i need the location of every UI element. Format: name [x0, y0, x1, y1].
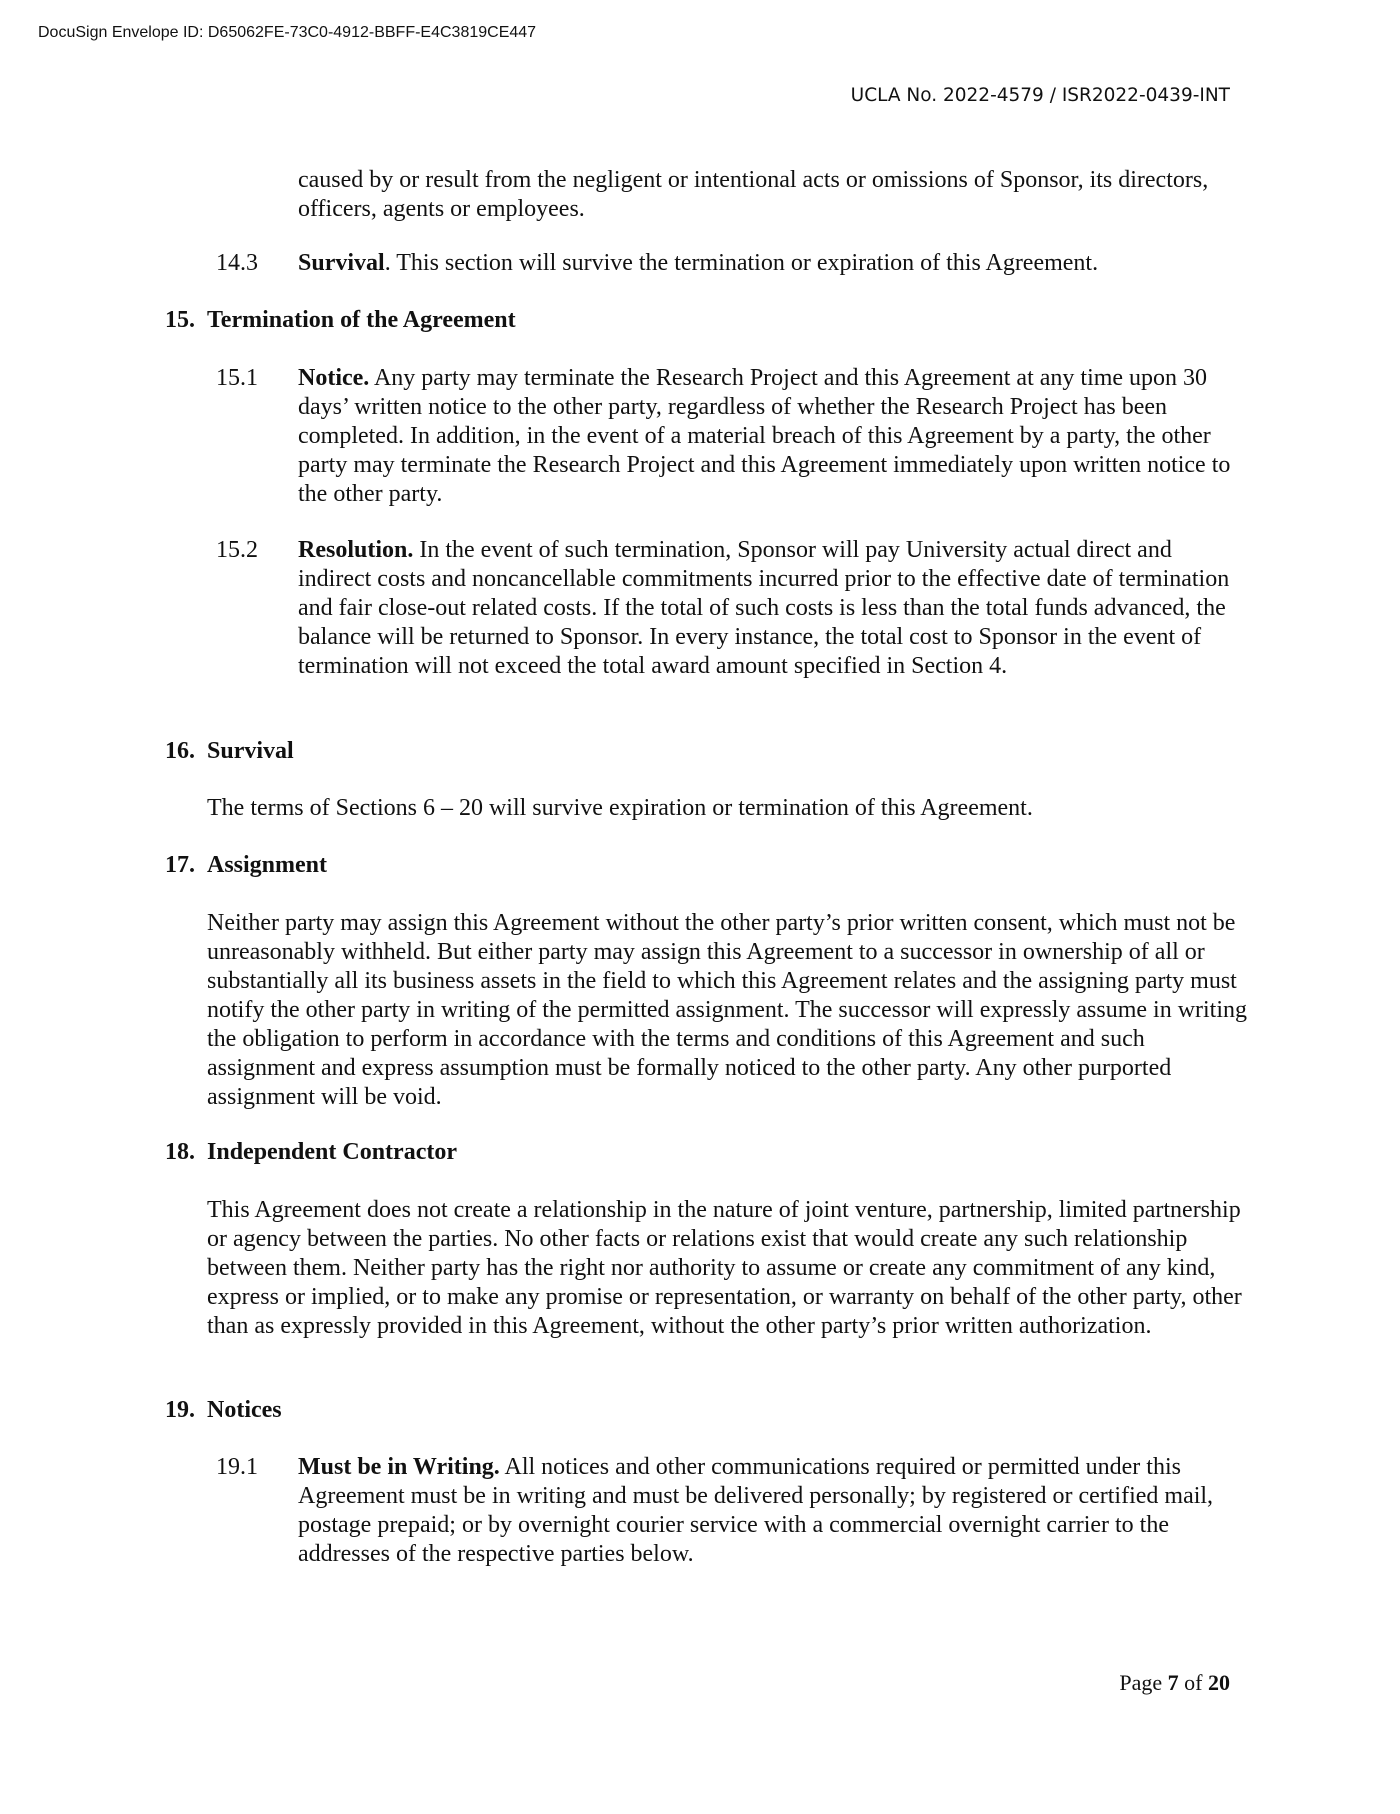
section-16-heading: 16. Survival: [165, 738, 294, 764]
section-17-text: Neither party may assign this Agreement without the other party’s prior written consent, which must not be unreasonably withheld. But either party may assign this Agreement to a successor in ownership of all or substantially all its business assets in the field to which this Agreement relates and the assigning party must notify the other party in writing of the permitted assignment. The successor will expressly assume in writing the obligation to perform in accordance with the terms and conditions of this Agreement and such assignment and express assumption must be formally noticed to the other party. Any other purported assignment will be void.: [207, 910, 1248, 1110]
current-page-number: 7: [1167, 1670, 1179, 1695]
section-17-heading: 17. Assignment: [165, 852, 328, 878]
total-page-count: 20: [1208, 1670, 1230, 1695]
section-title: Independent Contractor: [207, 1139, 457, 1165]
section-text: In the event of such termination, Sponsor will pay University actual direct and indirect costs and noncancellable commitments incurred prior to the effective date of termination and fair close-out related costs. If the total of such costs is less than the total funds advanced, the balance will be returned to Sponsor. In every instance, the total cost to Sponsor in the event of termination will not exceed the total award amount specified in Section 4.: [298, 537, 1230, 679]
section-text: . This section will survive the termination or expiration of this Agreement.: [384, 250, 1099, 276]
section-18-text: This Agreement does not create a relationship in the nature of joint venture, partnership, limited partnership or agency between the parties. No other facts or relations exist that would create any such relationship between them. Neither party has the right nor authority to assume or create any commitment of any kind, express or implied, or to make any promise or representation, or warranty on behalf of the other party, other than as expressly provided in this Agreement, without the other party’s prior written authorization.: [207, 1197, 1242, 1339]
continuation-paragraph: caused by or result from the negligent or intentional acts or omissions of Sponsor, its directors, officers, agents or employees.: [298, 167, 1209, 222]
docusign-envelope-id: DocuSign Envelope ID: D65062FE-73C0-4912-BBFF-E4C3819CE447: [38, 24, 537, 41]
section-title: Resolution.: [298, 537, 414, 563]
reference-number: UCLA No. 2022-4579 / ISR2022-0439-INT: [850, 85, 1230, 106]
section-text: All notices and other communications required or permitted under this Agreement must be in writing and must be delivered personally; by registered or certified mail, postage prepaid; or by overnight courier service with a commercial overnight carrier to the addresses of the respective parties below.: [298, 1454, 1214, 1567]
page-footer: Page 7 of 20: [1119, 1670, 1230, 1695]
section-title: Must be in Writing.: [298, 1454, 500, 1480]
section-title: Survival: [207, 738, 294, 764]
section-19-heading: 19. Notices: [165, 1397, 282, 1423]
section-title: Notices: [207, 1397, 282, 1423]
section-16-text: The terms of Sections 6 – 20 will survive expiration or termination of this Agreement.: [207, 795, 1033, 821]
section-title: Notice.: [298, 365, 370, 391]
section-15-heading: 15. Termination of the Agreement: [165, 307, 516, 333]
section-number: 19.1: [216, 1454, 258, 1480]
section-title: Survival: [298, 250, 385, 276]
section-number: 15.2: [216, 537, 258, 563]
section-number: 14.3: [216, 250, 258, 276]
section-number: 15.1: [216, 365, 258, 391]
section-18-heading: 18. Independent Contractor: [165, 1139, 457, 1165]
section-title: Assignment: [207, 852, 328, 878]
section-text: Any party may terminate the Research Project and this Agreement at any time upon 30 days’ written notice to the other party, regardless of whether the Research Project has been completed. In addition, in the event of a material breach of this Agreement by a party, the other party may terminate the Research Project and this Agreement immediately upon written notice to the other party.: [298, 365, 1231, 507]
section-title: Termination of the Agreement: [207, 307, 516, 333]
